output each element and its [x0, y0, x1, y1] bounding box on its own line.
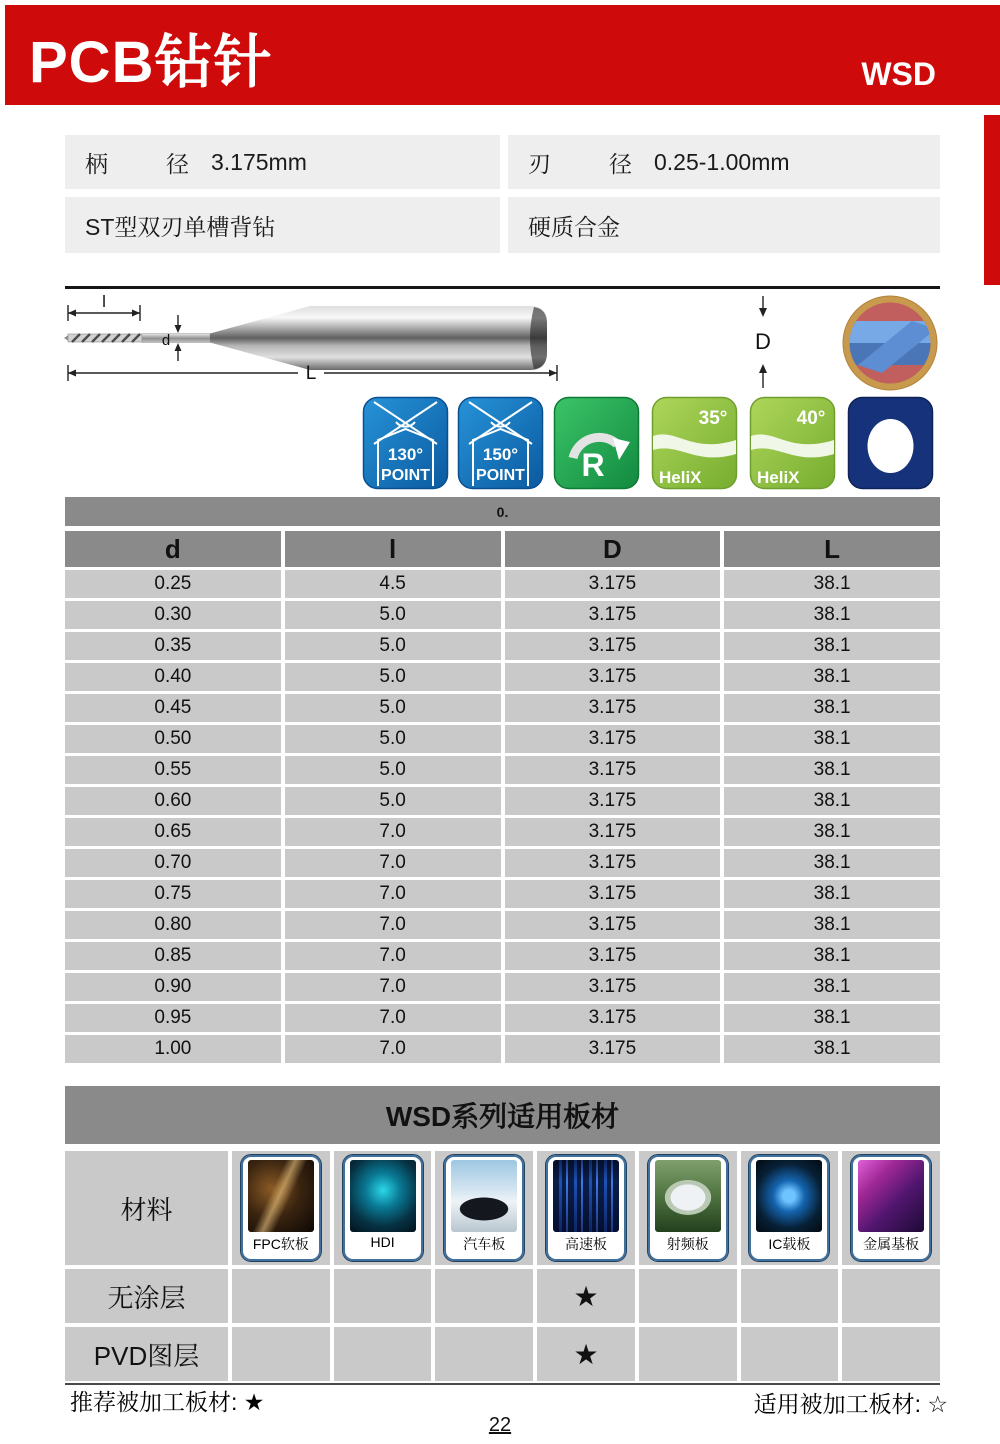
size-table-cell: 5.0: [285, 694, 501, 722]
size-table-cell: 3.175: [505, 787, 721, 815]
arrowhead: [68, 370, 76, 377]
size-table-cell: 3.175: [505, 911, 721, 939]
size-table-cell: 7.0: [285, 818, 501, 846]
arrowhead: [759, 308, 767, 317]
coating-mark-cell: [842, 1269, 940, 1323]
helix-35-badge: [651, 396, 738, 490]
badge-label: HeliX: [757, 468, 800, 487]
material-cell: [842, 1151, 940, 1265]
material-label: FPC软板: [252, 1236, 309, 1252]
size-table-cell: 38.1: [724, 849, 940, 877]
coating-mark-cell: [639, 1269, 737, 1323]
coating-mark-cell: [232, 1327, 330, 1381]
badge-angle: 40°: [796, 408, 826, 429]
size-table-cell: 4.5: [285, 570, 501, 598]
drill-neck: [142, 334, 210, 343]
drill-shank: [310, 306, 547, 370]
coating-row-label: PVD图层: [65, 1327, 228, 1381]
size-table-cell: 5.0: [285, 725, 501, 753]
coating-mark-cell: [741, 1327, 839, 1381]
spec-value: 3.175mm: [211, 148, 307, 175]
size-table-cell: 0.60: [65, 787, 281, 815]
page-number: [0, 1414, 1000, 1437]
size-table-cell: 0.50: [65, 725, 281, 753]
material-cell: [639, 1151, 737, 1265]
size-table-cell: 38.1: [724, 787, 940, 815]
materials-title-text: WSD系列适用板材: [385, 1101, 620, 1132]
size-table-cell: 7.0: [285, 1035, 501, 1063]
size-table-cell: 38.1: [724, 880, 940, 908]
badge-label: POINT: [381, 467, 430, 484]
arrowhead: [175, 325, 182, 333]
coating-mark-cell: [334, 1327, 432, 1381]
material-cell: [232, 1151, 330, 1265]
arrowhead: [549, 370, 557, 377]
size-table-cell: 7.0: [285, 911, 501, 939]
coating-mark-cell: [232, 1269, 330, 1323]
badge-label: HeliX: [659, 468, 702, 487]
material-card: [749, 1155, 829, 1261]
material-card: [648, 1155, 728, 1261]
spec-label: 柄: [85, 150, 108, 177]
size-table-cell: 38.1: [724, 570, 940, 598]
divider-rule: [65, 286, 940, 289]
size-table-cell: 3.175: [505, 632, 721, 660]
size-table-cell: 0.75: [65, 880, 281, 908]
size-table-cell: 38.1: [724, 973, 940, 1001]
size-table-cell: 5.0: [285, 787, 501, 815]
size-table-cell: 38.1: [724, 818, 940, 846]
size-table-cell: 5.0: [285, 663, 501, 691]
material-label: 高速板: [564, 1236, 607, 1252]
page-header: [5, 5, 1000, 105]
size-table-cell: 3.175: [505, 570, 721, 598]
material-card: [343, 1155, 423, 1261]
materials-section-title: [65, 1086, 940, 1144]
coating-row-label: 无涂层: [65, 1269, 228, 1323]
arrowhead: [175, 343, 182, 351]
material-label: 金属基板: [863, 1236, 920, 1252]
size-table-cell: 3.175: [505, 973, 721, 1001]
size-table-cell: 5.0: [285, 756, 501, 784]
material-photo: [248, 1160, 314, 1232]
badge-angle: 35°: [698, 408, 728, 429]
spec-label: 径: [609, 150, 632, 177]
dim-L-label: L: [305, 363, 317, 384]
size-table-cell: 0.30: [65, 601, 281, 629]
drill-taper: [210, 306, 310, 370]
size-table-cell: 3.175: [505, 880, 721, 908]
size-table-cell: 0.25: [65, 570, 281, 598]
spec-label: 刃: [528, 150, 551, 177]
material-card: [444, 1155, 524, 1261]
material-cell: [334, 1151, 432, 1265]
material-card: [546, 1155, 626, 1261]
coating-mark-cell: [334, 1269, 432, 1323]
red-side-stripe: [984, 115, 1000, 285]
material-label: 汽车板: [463, 1236, 506, 1252]
material-cell: [537, 1151, 635, 1265]
material-label: 射频板: [666, 1236, 709, 1252]
spec-value: ST型双刃单槽背钻: [85, 213, 276, 240]
material-cell: [435, 1151, 533, 1265]
badge-angle: 150°: [482, 445, 519, 464]
size-table-cell: 38.1: [724, 663, 940, 691]
drill-tip-cross-section-icon: [843, 296, 937, 390]
size-table: [65, 531, 940, 1063]
dim-l-label: l: [102, 293, 106, 311]
rotation-badge: [553, 396, 640, 490]
point-130-badge: [362, 396, 449, 490]
spec-value: 硬质合金: [528, 213, 620, 240]
materials-table: [65, 1151, 940, 1385]
coating-mark-cell: [435, 1327, 533, 1381]
helix-40-badge: [749, 396, 836, 490]
size-table-cell: 0.45: [65, 694, 281, 722]
material-photo: [858, 1160, 924, 1232]
coating-mark-cell: [639, 1327, 737, 1381]
size-table-cell: 0.85: [65, 942, 281, 970]
spec-type: [65, 197, 500, 253]
material-photo: [451, 1160, 517, 1232]
shank-end-cap: [530, 307, 547, 369]
materials-row-label: 材料: [65, 1151, 228, 1265]
material-cell: [741, 1151, 839, 1265]
size-col-header: D: [505, 531, 721, 567]
size-table-cell: 1.00: [65, 1035, 281, 1063]
material-photo: [756, 1160, 822, 1232]
material-photo: [655, 1160, 721, 1232]
size-table-cell: 3.175: [505, 1004, 721, 1032]
material-card: [851, 1155, 931, 1261]
size-table-cell: 38.1: [724, 694, 940, 722]
point-150-badge: [457, 396, 544, 490]
material-card: [241, 1155, 321, 1261]
dim-d-label: d: [161, 332, 171, 349]
coating-mark-cell: [741, 1269, 839, 1323]
size-table-cell: 38.1: [724, 942, 940, 970]
material-label: HDI: [370, 1234, 395, 1250]
size-table-cell: 38.1: [724, 911, 940, 939]
size-table-cell: 38.1: [724, 632, 940, 660]
size-table-cell: 3.175: [505, 942, 721, 970]
size-table-cell: 3.175: [505, 849, 721, 877]
size-table-cell: 3.175: [505, 818, 721, 846]
coating-mark-cell: [842, 1327, 940, 1381]
size-table-cell: 38.1: [724, 725, 940, 753]
legend-recommended: 推荐被加工板材: ★: [70, 1389, 265, 1415]
size-table-cell: 38.1: [724, 1004, 940, 1032]
hole-icon: [868, 419, 914, 473]
size-table-cell: 3.175: [505, 601, 721, 629]
size-table-cell: 7.0: [285, 973, 501, 1001]
spec-cut-diameter: [508, 135, 940, 189]
spec-label: 径: [166, 150, 189, 177]
size-table-cell: 5.0: [285, 601, 501, 629]
size-table-cell: 0.80: [65, 911, 281, 939]
spec-shank-diameter: [65, 135, 500, 189]
table-note: 0.: [496, 503, 509, 520]
size-table-cell: 5.0: [285, 632, 501, 660]
size-table-cell: 7.0: [285, 1004, 501, 1032]
size-table-cell: 3.175: [505, 756, 721, 784]
page-number-text: 22: [488, 1414, 512, 1436]
size-table-cell: 38.1: [724, 1035, 940, 1063]
size-table-cell: 3.175: [505, 1035, 721, 1063]
size-col-header: L: [724, 531, 940, 567]
table-note-bar: [65, 497, 940, 526]
series-code: WSD: [861, 56, 936, 92]
size-table-cell: 7.0: [285, 849, 501, 877]
badge-angle: 130°: [387, 445, 424, 464]
material-photo: [350, 1160, 416, 1232]
size-table-cell: 0.55: [65, 756, 281, 784]
arrowhead: [759, 364, 767, 373]
size-table-cell: 3.175: [505, 725, 721, 753]
arrowhead: [68, 310, 76, 317]
size-table-cell: 0.95: [65, 1004, 281, 1032]
size-col-header: d: [65, 531, 281, 567]
material-label: IC载板: [768, 1236, 811, 1252]
size-table-cell: 7.0: [285, 942, 501, 970]
spec-value: 0.25-1.00mm: [654, 148, 790, 175]
size-table-cell: 7.0: [285, 880, 501, 908]
badge-letter: R: [581, 447, 605, 483]
size-col-header: l: [285, 531, 501, 567]
size-table-cell: 0.70: [65, 849, 281, 877]
legend-suitable: 适用被加工板材: ☆: [753, 1391, 948, 1417]
drill-diagram: [60, 293, 960, 393]
size-table-cell: 0.65: [65, 818, 281, 846]
spec-material: [508, 197, 940, 253]
badge-label: POINT: [476, 467, 525, 484]
coating-mark-cell: ★: [537, 1327, 635, 1381]
size-table-cell: 0.90: [65, 973, 281, 1001]
arrowhead: [132, 310, 140, 317]
size-table-cell: 0.40: [65, 663, 281, 691]
size-table-cell: 0.35: [65, 632, 281, 660]
coating-mark-cell: ★: [537, 1269, 635, 1323]
size-table-cell: 38.1: [724, 756, 940, 784]
page-title: PCB钻针: [29, 30, 273, 95]
dim-D-label: D: [755, 329, 771, 354]
coating-mark-cell: [435, 1269, 533, 1323]
size-table-cell: 38.1: [724, 601, 940, 629]
size-table-cell: 3.175: [505, 663, 721, 691]
ring-badge: [847, 396, 934, 490]
size-table-cell: 3.175: [505, 694, 721, 722]
material-photo: [553, 1160, 619, 1232]
